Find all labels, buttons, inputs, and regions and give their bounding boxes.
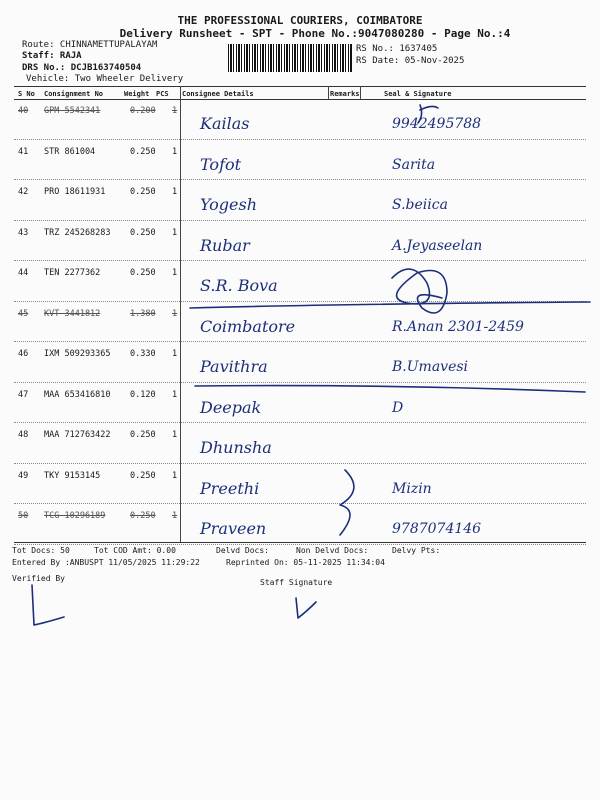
delivery-points: Delvy Pts: xyxy=(392,546,441,555)
consignee-handwriting: Kailas xyxy=(200,114,250,133)
cell-weight: 0.250 xyxy=(130,470,156,481)
cell-pcs: 1 xyxy=(172,389,178,400)
cell-weight: 1.380 xyxy=(130,308,156,319)
brace-stroke xyxy=(340,470,354,535)
consignee-handwriting: Deepak xyxy=(200,397,262,417)
reprinted-on: Reprinted On: 05-11-2025 11:34:04 xyxy=(226,558,385,567)
drs-label: DRS No.: DCJB163740504 xyxy=(22,63,142,73)
cell-pcs: 1 xyxy=(172,227,178,238)
rule-stroke xyxy=(190,302,590,308)
non-delivered-docs: Non Delvd Docs: xyxy=(296,546,369,555)
rs-number: RS No.: 1637405 xyxy=(356,44,438,54)
total-docs: Tot Docs: 50 xyxy=(12,546,70,555)
delivered-docs: Delvd Docs: xyxy=(216,546,269,555)
seal-signature: R.Anan 2301-2459 xyxy=(392,318,524,335)
cell-cno: MAA 653416810 xyxy=(44,389,111,400)
cell-sno: 50 xyxy=(18,511,29,521)
cell-pcs: 1 xyxy=(172,187,178,197)
staff-label: Staff: RAJA xyxy=(22,51,82,61)
total-cod: Tot COD Amt: 0.00 xyxy=(94,546,176,555)
consignee-handwriting: Preethi xyxy=(200,478,260,498)
col-header-weight: Weight xyxy=(124,90,150,98)
cell-weight: 0.250 xyxy=(130,227,156,238)
cell-cno: GPM 5542341 xyxy=(44,106,101,116)
cell-sno: 40 xyxy=(18,106,29,116)
col-header-pcs: PCS xyxy=(156,90,169,98)
cell-sno: 45 xyxy=(18,308,29,319)
cell-pcs: 1 xyxy=(172,146,178,157)
cell-sno: 47 xyxy=(18,389,29,400)
cell-cno: STR 861004 xyxy=(44,146,96,157)
seal-stroke xyxy=(418,105,438,123)
cell-pcs: 1 xyxy=(172,106,178,116)
cell-sno: 42 xyxy=(18,187,29,197)
consignee-handwriting: Dhunsha xyxy=(200,438,272,457)
cell-cno: MAA 712763422 xyxy=(44,430,111,440)
consignee-handwriting: Praveen xyxy=(200,519,267,538)
cell-weight: 0.250 xyxy=(130,511,156,521)
cell-sno: 49 xyxy=(18,470,29,481)
cell-cno: KVT 3441812 xyxy=(44,308,101,319)
col-header-remarks: Remarks xyxy=(330,90,360,98)
verified-signature xyxy=(32,585,64,625)
cell-cno: PRO 18611931 xyxy=(44,187,106,197)
staff-signature-mark xyxy=(296,598,316,618)
cell-weight: 0.120 xyxy=(130,389,156,400)
cell-weight: 0.200 xyxy=(130,106,156,116)
cell-cno: IXM 509293365 xyxy=(44,349,111,359)
consignee-handwriting: Yogesh xyxy=(200,195,258,214)
company-title: THE PROFESSIONAL COURIERS, COIMBATORE xyxy=(177,14,423,27)
cell-pcs: 1 xyxy=(172,349,178,359)
col-header-sno: S No xyxy=(18,90,35,98)
staff-signature-label: Staff Signature xyxy=(260,578,333,587)
seal-signature: D xyxy=(392,399,404,416)
cell-cno: TRZ 245268283 xyxy=(44,227,111,238)
cell-pcs: 1 xyxy=(172,268,178,278)
consignee-handwriting: Coimbatore xyxy=(200,316,296,336)
col-header-seal: Seal & Signature xyxy=(384,90,452,98)
seal-signature: Sarita xyxy=(392,156,436,173)
cell-weight: 0.330 xyxy=(130,349,156,359)
cell-pcs: 1 xyxy=(172,430,178,440)
seal-signature: A.Jeyaseelan xyxy=(392,237,483,254)
cell-cno: TEN 2277362 xyxy=(44,268,101,278)
seal-signature: B.Umavesi xyxy=(392,359,469,375)
seal-signature: S.beiica xyxy=(392,197,448,213)
cell-weight: 0.250 xyxy=(130,146,156,157)
consignee-handwriting: Rubar xyxy=(200,235,250,255)
cell-weight: 0.250 xyxy=(130,268,156,278)
cell-pcs: 1 xyxy=(172,470,178,481)
cell-weight: 0.250 xyxy=(130,187,156,197)
rs-date: RS Date: 05-Nov-2025 xyxy=(356,56,465,66)
col-header-consignment: Consignment No xyxy=(44,90,104,98)
consignee-handwriting: Pavithra xyxy=(200,357,268,376)
seal-signature: 9942495788 xyxy=(392,116,482,132)
cell-cno: TKY 9153145 xyxy=(44,470,101,481)
seal-signature: Mizin xyxy=(392,480,432,497)
cell-pcs: 1 xyxy=(172,308,178,319)
route-label: Route: CHINNAMETTUPALAYAM xyxy=(22,40,158,50)
verified-by-label: Verified By xyxy=(12,574,65,583)
consignee-handwriting: Tofot xyxy=(200,154,242,174)
vehicle-label: Vehicle: Two Wheeler Delivery xyxy=(26,74,184,84)
cell-sno: 44 xyxy=(18,268,29,278)
entered-by: Entered By :ANBUSPT 11/05/2025 11:29:22 xyxy=(12,558,200,567)
cell-pcs: 1 xyxy=(172,511,178,521)
consignee-handwriting: S.R. Bova xyxy=(200,276,278,295)
seal-signature: 9787074146 xyxy=(392,521,482,537)
cell-weight: 0.250 xyxy=(130,430,156,440)
col-header-consignee: Consignee Details xyxy=(182,90,254,98)
stamp-scribble xyxy=(392,269,447,313)
runsheet-subtitle: Delivery Runsheet - SPT - Phone No.:9047080280 - Page No.:4 xyxy=(119,27,511,40)
table-bottom-rule xyxy=(14,542,586,543)
cell-sno: 46 xyxy=(18,349,29,359)
rule-stroke xyxy=(195,386,585,392)
cell-sno: 43 xyxy=(18,227,29,238)
cell-sno: 48 xyxy=(18,430,29,440)
cell-sno: 41 xyxy=(18,146,29,157)
cell-cno: TCG 10296189 xyxy=(44,511,106,521)
